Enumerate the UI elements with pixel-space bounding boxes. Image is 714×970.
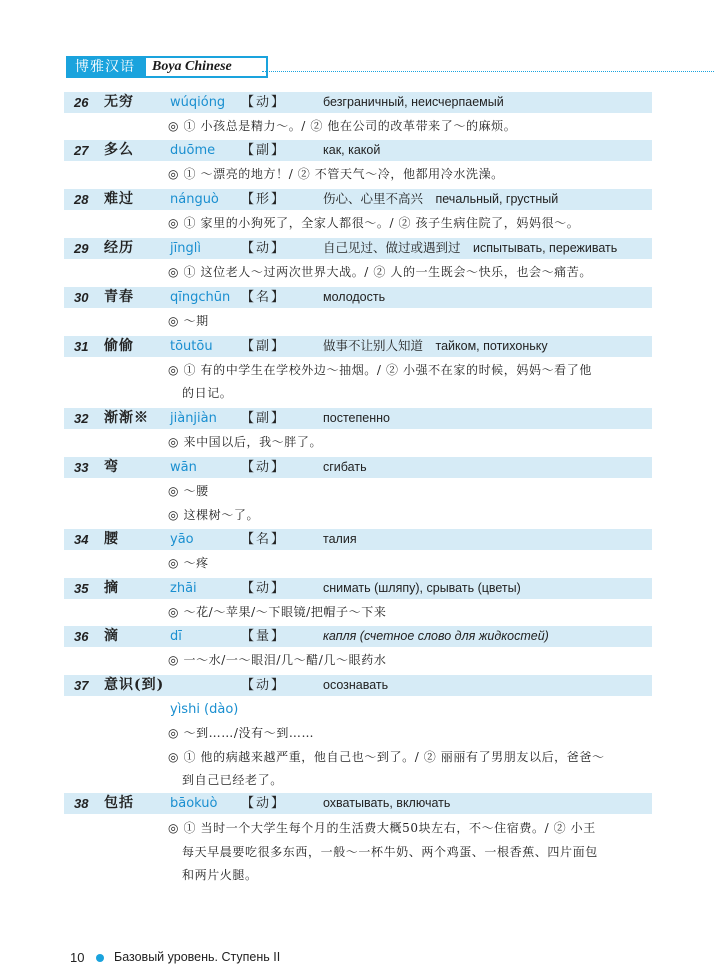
entry-meaning: 自己见过、做过或遇到过 испытывать, переживать	[323, 241, 618, 255]
entry-example: ◎ ① 有的中学生在学校外边～抽烟。/ ② 小强不在家的时候，妈妈～看了他	[168, 363, 592, 377]
entry-meaning: сгибать	[323, 460, 367, 474]
entry-meaning: капля (счетное слово для жидкостей)	[323, 629, 549, 643]
vocab-entry	[64, 287, 652, 308]
entry-example: ◎ ～疼	[168, 556, 209, 570]
vocab-entry	[64, 793, 652, 814]
entry-word: 偷偷	[104, 338, 134, 354]
entry-number: 30	[74, 290, 89, 305]
entry-part-of-speech: 【名】	[241, 532, 287, 547]
entry-example: ◎ ～花/～苹果/～下眼镜/把帽子～下来	[168, 605, 387, 619]
entry-number: 29	[74, 241, 89, 256]
entry-example-continued: 的日记。	[182, 386, 233, 400]
entry-meaning: снимать (шляпу), срывать (цветы)	[323, 581, 521, 595]
entry-part-of-speech: 【副】	[241, 411, 287, 426]
entry-pinyin: jīnglì	[170, 241, 201, 256]
entry-part-of-speech: 【动】	[241, 678, 287, 693]
entry-example: ◎ ① 家里的小狗死了，全家人都很～。/ ② 孩子生病住院了，妈妈很～。	[168, 216, 580, 230]
vocab-entry	[64, 626, 652, 647]
brand-chinese-label: 博雅汉语	[66, 56, 144, 78]
entry-word: 经历	[104, 240, 134, 256]
entry-word: 渐渐※	[104, 410, 149, 426]
entry-part-of-speech: 【副】	[241, 143, 287, 158]
entry-word: 无穷	[104, 94, 134, 110]
entry-meaning: 伤心、心里不高兴 печальный, грустный	[323, 192, 559, 206]
entry-number: 37	[74, 678, 89, 693]
entry-part-of-speech: 【动】	[241, 241, 287, 256]
vocab-entry	[64, 457, 652, 478]
brand-english-label: Boya Chinese	[144, 56, 268, 78]
entry-pinyin: jiànjiàn	[170, 411, 217, 426]
entry-example: ◎ 来中国以后，我～胖了。	[168, 435, 323, 449]
vocab-entry	[64, 529, 652, 550]
entry-part-of-speech: 【名】	[241, 290, 287, 305]
entry-number: 27	[74, 143, 89, 158]
entry-word: 弯	[104, 459, 119, 475]
vocab-entry	[64, 92, 652, 113]
page-number: 10	[70, 950, 85, 965]
entry-word: 腰	[104, 531, 119, 547]
page-header	[0, 0, 714, 80]
entry-meaning: осознавать	[323, 678, 389, 692]
entry-example: ◎ ～到……/没有～到……	[168, 726, 315, 740]
entry-example: ◎ ① 这位老人～过两次世界大战。/ ② 人的一生既会～快乐，也会～痛苦。	[168, 265, 592, 279]
entry-example: ◎ ～腰	[168, 484, 209, 498]
entry-meaning: молодость	[323, 290, 386, 304]
entry-word: 包括	[104, 795, 134, 811]
entry-example: ◎ ① 当时一个大学生每个月的生活费大概50块左右，不～住宿费。/ ② 小王	[168, 821, 596, 835]
vocab-entry	[64, 578, 652, 599]
entry-word: 摘	[104, 580, 119, 596]
entry-pinyin: bāokuò	[170, 796, 218, 811]
entry-pinyin: wān	[170, 460, 197, 475]
entry-example-continued: 和两片火腿。	[182, 868, 258, 882]
entry-pinyin: yāo	[170, 532, 194, 547]
entry-pinyin: qīngchūn	[170, 290, 231, 305]
entry-number: 35	[74, 581, 89, 596]
entry-example: ◎ 这棵树～了。	[168, 508, 260, 522]
vocab-entry	[64, 408, 652, 429]
entry-meaning: талия	[323, 532, 357, 546]
entry-word: 多么	[104, 142, 134, 158]
entry-pinyin: zhāi	[170, 581, 197, 596]
entry-pinyin: duōme	[170, 143, 216, 158]
footer-title: Базовый уровень. Ступень II	[114, 950, 281, 964]
entry-pinyin: yìshi (dào)	[170, 702, 239, 717]
entry-number: 26	[74, 95, 89, 110]
vocab-entry	[64, 189, 652, 210]
entry-meaning: как, какой	[323, 143, 381, 157]
entry-part-of-speech: 【动】	[241, 460, 287, 475]
entry-example: ◎ 一～水/一～眼泪/几～醋/几～眼药水	[168, 653, 387, 667]
vocab-entry	[64, 140, 652, 161]
entry-word: 滴	[104, 628, 119, 644]
entry-number: 28	[74, 192, 89, 207]
entry-pinyin: wúqióng	[170, 95, 226, 110]
entry-number: 32	[74, 411, 89, 426]
entry-word: 青春	[104, 289, 134, 305]
vocab-entry	[64, 238, 652, 259]
entry-number: 38	[74, 796, 89, 811]
entry-example: ◎ ① 小孩总是精力～。/ ② 他在公司的改革带来了～的麻烦。	[168, 119, 517, 133]
entry-part-of-speech: 【动】	[241, 796, 287, 811]
entry-pinyin: tōutōu	[170, 339, 213, 354]
entry-word: 意识(到)	[104, 677, 165, 693]
vocab-entry	[64, 336, 652, 357]
entry-part-of-speech: 【形】	[241, 192, 287, 207]
entry-part-of-speech: 【动】	[241, 581, 287, 596]
entry-part-of-speech: 【量】	[241, 629, 287, 644]
entry-example: ◎ ① 他的病越来越严重，他自己也～到了。/ ② 丽丽有了男朋友以后，爸爸～	[168, 750, 605, 764]
entry-meaning: 做事不让别人知道 тайком, потихоньку	[323, 339, 548, 353]
entry-pinyin: dī	[170, 629, 182, 644]
entry-example-continued: 每天早晨要吃很多东西，一般～一杯牛奶、两个鸡蛋、一根香蕉、四片面包	[182, 845, 598, 859]
entry-number: 36	[74, 629, 89, 644]
entry-number: 31	[74, 339, 89, 354]
footer-bullet-icon	[96, 954, 104, 962]
entry-meaning: охватывать, включать	[323, 796, 451, 810]
entry-word: 难过	[104, 191, 134, 207]
entry-meaning: постепенно	[323, 411, 390, 425]
entry-example: ◎ ① ～漂亮的地方！/ ② 不管天气～冷，他都用冷水洗澡。	[168, 167, 504, 181]
entry-example: ◎ ～期	[168, 314, 209, 328]
entry-example-continued: 到自己已经老了。	[182, 773, 283, 787]
entry-part-of-speech: 【动】	[241, 95, 287, 110]
entry-meaning: безграничный, неисчерпаемый	[323, 95, 504, 109]
header-divider	[262, 71, 714, 72]
entry-number: 34	[74, 532, 89, 547]
entry-part-of-speech: 【副】	[241, 339, 287, 354]
entry-pinyin: nánguò	[170, 192, 219, 207]
vocab-entry	[64, 675, 652, 696]
entry-number: 33	[74, 460, 89, 475]
